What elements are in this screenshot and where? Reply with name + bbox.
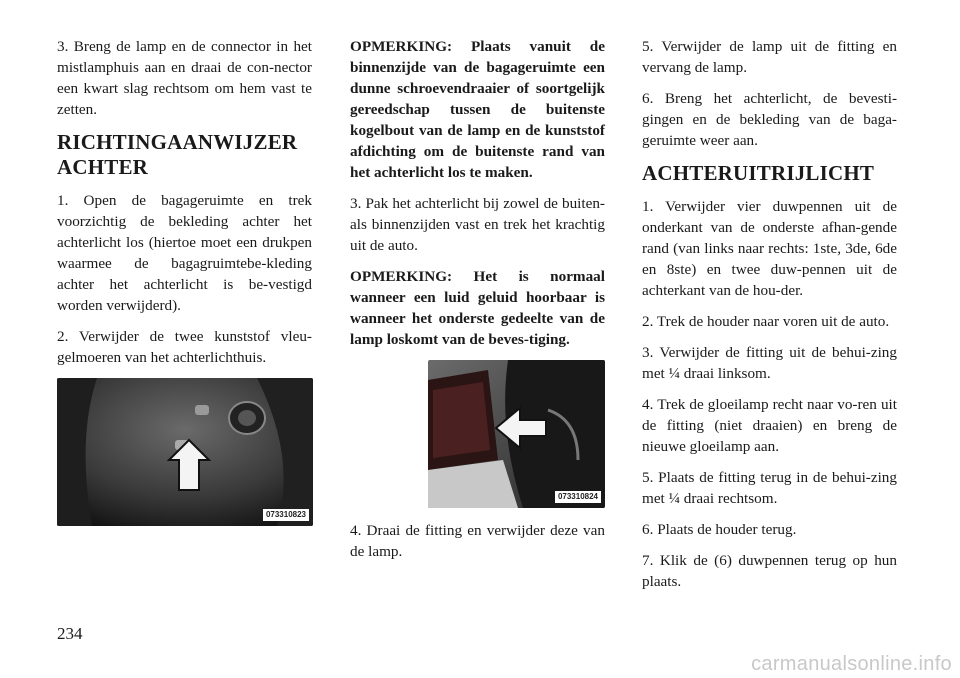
figure-code-2: 073310824	[555, 491, 601, 503]
note-loud-noise: OPMERKING: Het is normaal wanneer een luid geluid hoorbaar is wanneer het onderste gedeelte van de lamp loskomt van de beves-tiging.	[350, 268, 605, 348]
tail-light-illustration	[428, 360, 605, 508]
paragraph-turn-signal-step-6: 6. Breng het achterlicht, de bevesti-gingen en de bekleding van de baga-geruimte weer aan.	[642, 90, 897, 149]
paragraph-reverse-step-3: 3. Verwijder de fitting uit de behui-zing met ¼ draai linksom.	[642, 344, 897, 382]
column-3	[642, 36, 897, 602]
column-1	[57, 36, 312, 526]
paragraph-reverse-step-4: 4. Trek de gloeilamp recht naar vo-ren uit de fitting (niet draaien) en breng de nieuwe gloeilamp aan.	[642, 396, 897, 455]
paragraph-turn-signal-step-2: 2. Verwijder de twee kunststof vleu-gelmoeren van het achterlichthuis.	[57, 328, 312, 366]
paragraph-fog-lamp-step-3: 3. Breng de lamp en de connector in het mistlamphuis aan en draai de con-nector een kwart slag rechtsom om hem vast te zetten.	[57, 38, 312, 118]
section-heading-rear-turn-signal: RICHTINGAANWIJZER ACHTER	[57, 130, 298, 179]
paragraph-reverse-step-1: 1. Verwijder vier duwpennen uit de onderkant van de onderste afhan-gende rand (van links naar rechts: 1ste, 3de, 6de en 8ste) en twee duw-pennen uit de achterkant van de hou-der.	[642, 198, 897, 299]
paragraph-reverse-step-2: 2. Trek de houder naar voren uit de auto.	[642, 313, 890, 330]
note-screwdriver: OPMERKING: Plaats vanuit de binnenzijde van de bagageruimte een dunne schroevendraaier of soortgelijk gereedschap tussen de buitenste kogelbout van de lamp en de kunststof afdichting om de buitenste rand van het achterlicht los te maken.	[350, 38, 605, 181]
page-number: 234	[57, 624, 83, 643]
section-heading-reverse-light: ACHTERUITRIJLICHT	[642, 161, 875, 185]
paragraph-turn-signal-step-3: 3. Pak het achterlicht bij zowel de buiten- als binnenzijden vast en trek het krachtig uit de auto.	[350, 195, 605, 254]
tail-light-photo	[428, 360, 605, 508]
paragraph-turn-signal-step-5: 5. Verwijder de lamp uit de fitting en vervang de lamp.	[642, 38, 897, 76]
paragraph-turn-signal-step-1: 1. Open de bagageruimte en trek voorzichtig de bekleding achter het achterlicht los (hiertoe moet een drukpen waarmee de bagagruimtebe-kleding achter het achterlicht is be-vestigd worden verwijderd).	[57, 192, 312, 314]
watermark: carmanualsonline.info	[751, 653, 952, 675]
paragraph-reverse-step-7: 7. Klik de (6) duwpennen terug op hun plaats.	[642, 552, 897, 590]
figure-code-1: 073310823	[263, 509, 309, 521]
trunk-trim-photo	[57, 378, 313, 526]
paragraph-reverse-step-6: 6. Plaats de houder terug.	[642, 521, 797, 538]
column-2	[350, 36, 605, 572]
paragraph-turn-signal-step-4: 4. Draai de fitting en verwijder deze van de lamp.	[350, 522, 605, 560]
trunk-trim-illustration	[57, 378, 313, 526]
paragraph-reverse-step-5: 5. Plaats de fitting terug in de behui-zing met ¼ draai rechtsom.	[642, 469, 897, 507]
